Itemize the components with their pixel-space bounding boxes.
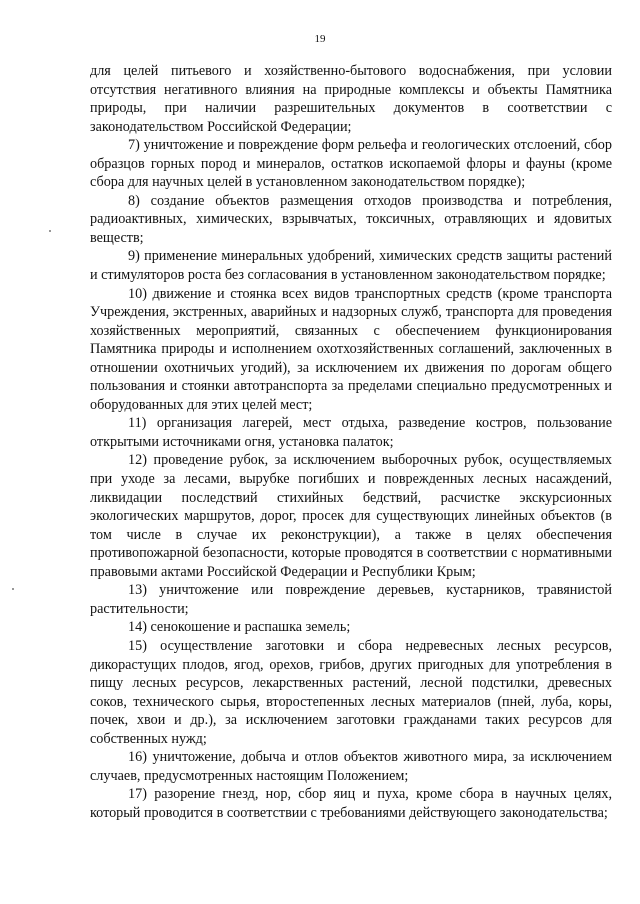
paragraph-continuation: для целей питьевого и хозяйственно-бытового водоснабжения, при условии отсутствия негативного влияния на природные комплексы и объекты Памятника природы, при наличии разрешительных документов в соответствии с законодательством Российской Федерации;	[90, 63, 612, 135]
list-item-17: 17) разорение гнезд, нор, сбор яиц и пуха, кроме сбора в научных целях, который проводится в соответствии с требованиями действующего законодательства;	[90, 786, 612, 821]
list-item-7: 7) уничтожение и повреждение форм рельефа и геологических отслоений, сбор образцов горных пород и минералов, остатков ископаемой флоры и фауны (кроме сбора для научных целей в установленном законодательством порядке);	[90, 137, 612, 191]
list-item-14: 14) сенокошение и распашка земель;	[128, 619, 351, 636]
list-item-9: 9) применение минеральных удобрений, химических средств защиты растений и стимуляторов роста без согласования в установленном законодательством порядке;	[90, 248, 612, 284]
list-item-15: 15) осуществление заготовки и сбора недревесных лесных ресурсов, дикорастущих плодов, ягод, орехов, грибов, других пригодных для употребления в пищу лесных ресурсов, лекарственных растений, лесной подстилки, древесных соков, технического сырья, второстепенных лесных материалов (пней, луба, коры, почек, хвои и др.), за исключением заготовки гражданами таких ресурсов для собственных нужд;	[90, 637, 612, 747]
list-item-13: 13) уничтожение или повреждение деревьев, кустарников, травянистой растительности;	[90, 582, 612, 617]
list-item-16: 16) уничтожение, добыча и отлов объектов животного мира, за исключением случаев, предусмотренных настоящим Положением;	[90, 749, 612, 784]
scan-speck	[49, 230, 51, 232]
scan-speck	[12, 588, 14, 590]
list-item-10: 10) движение и стоянка всех видов транспортных средств (кроме транспорта Учреждения, экстренных, аварийных и надзорных служб, транспорта для проведения хозяйственных мероприятий, связанных с обеспечением функционирования Памятника природы и исполнением охотхозяйственных соглашений, заключенных в отношении охотничьих угодий), за исключением их движения по дорогам общего пользования и стоянки автотранспорта за пределами специально предусмотренных и оборудованных для этих целей мест;	[90, 285, 612, 413]
document-body	[90, 62, 612, 822]
list-item-11: 11) организация лагерей, мест отдыха, разведение костров, пользование открытыми источниками огня, установка палаток;	[90, 415, 612, 450]
page-number: 19	[314, 33, 326, 45]
list-item-8: 8) создание объектов размещения отходов производства и потребления, радиоактивных, химических, взрывчатых, токсичных, отравляющих и ядовитых веществ;	[90, 192, 612, 246]
list-item-12: 12) проведение рубок, за исключением выборочных рубок, осуществляемых при уходе за лесами, вырубке погибших и поврежденных лесных насаждений, ликвидации последствий стихийных бедствий, расчистке экскурсионных экологических маршрутов, дорог, просек для существующих линейных объектов (в том числе в случае их реконструкции), а также в целях обеспечения противопожарной безопасности, которые проводятся в соответствии с нормативными правовыми актами Российской Федерации и Республики Крым;	[90, 452, 612, 580]
